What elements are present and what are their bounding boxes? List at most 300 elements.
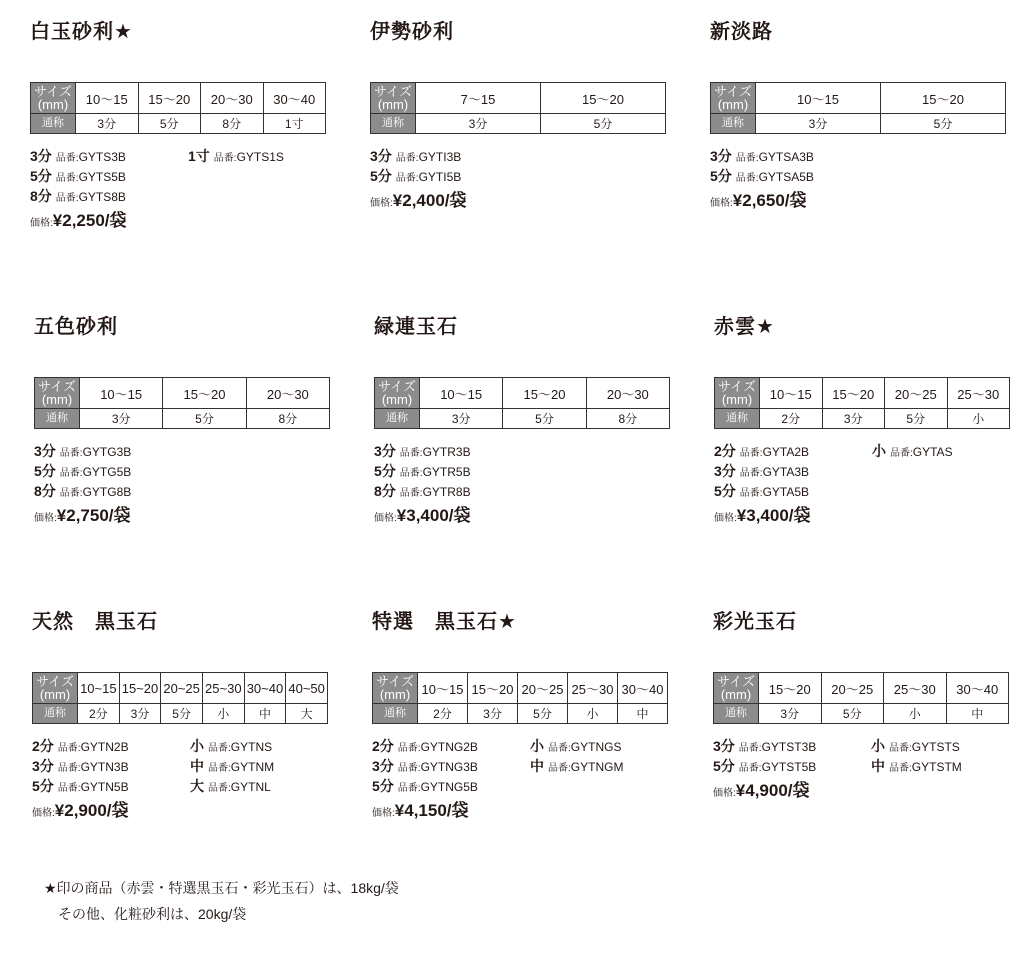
price bbox=[710, 188, 1028, 214]
size-cell: 15〜20 bbox=[138, 83, 201, 114]
size-cell: 20〜25 bbox=[885, 378, 948, 409]
product-title: 白玉砂利★ bbox=[30, 21, 133, 43]
item-code-entry bbox=[32, 776, 129, 799]
name-row bbox=[711, 114, 1006, 134]
name-header: 通称 bbox=[711, 114, 756, 134]
product-code: GYTAS bbox=[912, 445, 953, 459]
item-list bbox=[710, 146, 1028, 214]
product-code: GYTNGM bbox=[570, 760, 624, 774]
price-value: ¥4,900/袋 bbox=[735, 781, 810, 800]
code-label: 品番: bbox=[57, 743, 81, 754]
name-cell: 8分 bbox=[246, 409, 329, 429]
product-code: GYTI3B bbox=[418, 150, 462, 164]
price bbox=[714, 503, 1028, 529]
item-line bbox=[710, 166, 1028, 186]
grade: 3分 bbox=[714, 463, 736, 479]
name-row bbox=[715, 409, 1010, 429]
name-header: 通称 bbox=[35, 409, 80, 429]
size-table bbox=[34, 377, 330, 429]
grade: 中 bbox=[190, 758, 204, 774]
code-label: 品番: bbox=[59, 468, 83, 479]
grade: 大 bbox=[190, 778, 204, 794]
grade: 5分 bbox=[370, 168, 392, 184]
name-cell: 3分 bbox=[759, 704, 822, 724]
name-cell: 8分 bbox=[586, 409, 669, 429]
size-row bbox=[714, 673, 1009, 704]
note-line: その他、化粧砂利は、20kg/袋 bbox=[44, 906, 247, 922]
name-cell: 小 bbox=[568, 704, 618, 724]
size-cell: 15〜20 bbox=[541, 83, 666, 114]
price-label: 価格: bbox=[32, 808, 55, 819]
name-cell: 5分 bbox=[881, 114, 1006, 134]
code-label: 品番: bbox=[213, 153, 237, 164]
code-label: 品番: bbox=[59, 488, 83, 499]
item-code-entry bbox=[374, 481, 471, 504]
name-cell: 2分 bbox=[760, 409, 823, 429]
price-value: ¥4,150/袋 bbox=[394, 801, 469, 820]
name-header: 通称 bbox=[715, 409, 760, 429]
size-label: サイズ bbox=[38, 379, 76, 394]
price-label: 価格: bbox=[714, 513, 737, 524]
mm-label: (mm) bbox=[377, 97, 409, 112]
product-code: GYTNGS bbox=[570, 740, 622, 754]
item-line bbox=[32, 776, 362, 796]
item-code-entry bbox=[370, 166, 461, 189]
item-list bbox=[370, 146, 700, 214]
code-label: 品番: bbox=[57, 763, 81, 774]
name-header: 通称 bbox=[33, 704, 78, 724]
product-code: GYTST5B bbox=[761, 760, 817, 774]
product-code: GYTSTM bbox=[911, 760, 962, 774]
item-line bbox=[30, 186, 360, 206]
grade: 3分 bbox=[372, 758, 394, 774]
name-cell: 5分 bbox=[541, 114, 666, 134]
size-row bbox=[373, 673, 668, 704]
grade: 2分 bbox=[372, 738, 394, 754]
item-list bbox=[32, 736, 362, 824]
name-header: 通称 bbox=[371, 114, 416, 134]
grade: 8分 bbox=[34, 483, 56, 499]
name-cell: 5分 bbox=[503, 409, 586, 429]
item-code-entry bbox=[713, 756, 816, 779]
grade: 中 bbox=[530, 758, 544, 774]
code-label: 品番: bbox=[395, 173, 419, 184]
item-list bbox=[34, 441, 364, 529]
size-table bbox=[32, 672, 328, 724]
grade: 8分 bbox=[30, 188, 52, 204]
product-code: GYTG3B bbox=[82, 445, 132, 459]
name-cell: 5分 bbox=[161, 704, 203, 724]
product-title: 新淡路 bbox=[710, 21, 773, 43]
note-line: ★印の商品（赤雲・特選黒玉石・彩光玉石）は、18kg/袋 bbox=[44, 880, 399, 896]
product-section bbox=[370, 18, 680, 210]
grade: 5分 bbox=[372, 778, 394, 794]
product-title: 五色砂利 bbox=[34, 316, 118, 338]
price-label: 価格: bbox=[372, 808, 395, 819]
product-section bbox=[32, 608, 342, 820]
size-row bbox=[371, 83, 666, 114]
product-title: 天然 黒玉石 bbox=[32, 611, 158, 633]
size-cell: 10〜15 bbox=[760, 378, 823, 409]
item-code-entry bbox=[714, 481, 809, 504]
code-label: 品番: bbox=[399, 468, 423, 479]
code-label: 品番: bbox=[739, 488, 763, 499]
product-code: GYTNM bbox=[230, 760, 275, 774]
product-code: GYTA5B bbox=[762, 485, 810, 499]
size-header bbox=[35, 378, 80, 409]
code-label: 品番: bbox=[55, 153, 79, 164]
name-cell: 小 bbox=[947, 409, 1010, 429]
price bbox=[372, 798, 702, 824]
mm-label: (mm) bbox=[379, 687, 411, 702]
grade: 2分 bbox=[32, 738, 54, 754]
name-cell: 中 bbox=[618, 704, 668, 724]
size-cell: 30〜40 bbox=[946, 673, 1009, 704]
code-label: 品番: bbox=[399, 448, 423, 459]
code-label: 品番: bbox=[208, 743, 231, 754]
product-code: GYTR3B bbox=[422, 445, 471, 459]
size-cell: 15〜20 bbox=[822, 378, 885, 409]
size-header bbox=[373, 673, 418, 704]
size-cell: 10〜15 bbox=[80, 378, 163, 409]
size-cell: 20〜30 bbox=[246, 378, 329, 409]
grade: 小 bbox=[871, 738, 885, 754]
code-label: 品番: bbox=[739, 468, 763, 479]
size-cell: 20〜30 bbox=[201, 83, 264, 114]
item-line bbox=[32, 756, 362, 776]
size-header bbox=[375, 378, 420, 409]
product-section bbox=[372, 608, 682, 820]
name-row bbox=[35, 409, 330, 429]
item-line bbox=[374, 481, 704, 501]
grade: 5分 bbox=[32, 778, 54, 794]
price-label: 価格: bbox=[30, 218, 53, 229]
name-cell: 5分 bbox=[885, 409, 948, 429]
size-cell: 30~40 bbox=[244, 673, 286, 704]
mm-label: (mm) bbox=[37, 97, 69, 112]
size-label: サイズ bbox=[714, 84, 752, 99]
name-cell: 1寸 bbox=[263, 114, 326, 134]
size-cell: 10〜15 bbox=[76, 83, 139, 114]
grade: 1寸 bbox=[188, 148, 210, 164]
size-header bbox=[715, 378, 760, 409]
product-code: GYTS5B bbox=[78, 170, 126, 184]
grade: 5分 bbox=[713, 758, 735, 774]
size-label: サイズ bbox=[376, 674, 414, 689]
name-row bbox=[371, 114, 666, 134]
item-code-entry bbox=[710, 166, 814, 189]
size-row bbox=[715, 378, 1010, 409]
size-header bbox=[31, 83, 76, 114]
size-cell: 7〜15 bbox=[416, 83, 541, 114]
mm-label: (mm) bbox=[721, 392, 753, 407]
size-cell: 10〜15 bbox=[420, 378, 503, 409]
item-line bbox=[372, 776, 702, 796]
size-table bbox=[713, 672, 1009, 724]
name-cell: 中 bbox=[244, 704, 286, 724]
price-value: ¥2,400/袋 bbox=[392, 191, 467, 210]
product-code: GYTS1S bbox=[236, 150, 284, 164]
name-cell: 3分 bbox=[420, 409, 503, 429]
item-line bbox=[714, 481, 1028, 501]
size-cell: 25~30 bbox=[202, 673, 244, 704]
product-code: GYTG5B bbox=[82, 465, 132, 479]
item-list bbox=[374, 441, 704, 529]
item-line bbox=[374, 441, 704, 461]
product-code: GYTI5B bbox=[418, 170, 462, 184]
size-cell: 15〜20 bbox=[503, 378, 586, 409]
item-line bbox=[713, 756, 1028, 776]
product-section bbox=[34, 313, 344, 525]
grade: 5分 bbox=[714, 483, 736, 499]
size-cell: 10〜15 bbox=[418, 673, 468, 704]
price-value: ¥2,900/袋 bbox=[54, 801, 129, 820]
item-line bbox=[372, 736, 702, 756]
size-cell: 10~15 bbox=[78, 673, 120, 704]
grade: 3分 bbox=[30, 148, 52, 164]
name-header: 通称 bbox=[714, 704, 759, 724]
code-label: 品番: bbox=[399, 488, 423, 499]
size-header bbox=[711, 83, 756, 114]
code-label: 品番: bbox=[735, 173, 759, 184]
price bbox=[370, 188, 700, 214]
item-line bbox=[370, 146, 700, 166]
code-label: 品番: bbox=[208, 763, 231, 774]
name-header: 通称 bbox=[375, 409, 420, 429]
code-label: 品番: bbox=[395, 153, 419, 164]
size-table bbox=[710, 82, 1006, 134]
footnote bbox=[44, 875, 399, 927]
product-code: GYTNG3B bbox=[420, 760, 478, 774]
name-cell: 中 bbox=[946, 704, 1009, 724]
grade: 3分 bbox=[32, 758, 54, 774]
product-code: GYTS8B bbox=[78, 190, 126, 204]
mm-label: (mm) bbox=[381, 392, 413, 407]
item-list bbox=[714, 441, 1028, 529]
price-value: ¥2,750/袋 bbox=[56, 506, 131, 525]
grade: 2分 bbox=[714, 443, 736, 459]
product-code: GYTST3B bbox=[761, 740, 817, 754]
price bbox=[30, 208, 360, 234]
product-code: GYTNG5B bbox=[420, 780, 478, 794]
item-line bbox=[30, 166, 360, 186]
size-table bbox=[30, 82, 326, 134]
name-cell: 5分 bbox=[163, 409, 246, 429]
product-section bbox=[30, 18, 340, 230]
item-list bbox=[713, 736, 1028, 804]
name-row bbox=[375, 409, 670, 429]
product-title: 伊勢砂利 bbox=[370, 21, 454, 43]
code-label: 品番: bbox=[548, 743, 571, 754]
code-label: 品番: bbox=[57, 783, 81, 794]
name-cell: 5分 bbox=[518, 704, 568, 724]
grade: 5分 bbox=[710, 168, 732, 184]
size-label: サイズ bbox=[378, 379, 416, 394]
name-cell: 2分 bbox=[418, 704, 468, 724]
item-line bbox=[34, 461, 364, 481]
name-cell: 3分 bbox=[822, 409, 885, 429]
size-cell: 20〜25 bbox=[821, 673, 884, 704]
price-label: 価格: bbox=[710, 198, 733, 209]
size-header bbox=[714, 673, 759, 704]
product-code: GYTNL bbox=[230, 780, 271, 794]
price-value: ¥2,650/袋 bbox=[732, 191, 807, 210]
size-cell: 15〜20 bbox=[163, 378, 246, 409]
price-label: 価格: bbox=[34, 513, 57, 524]
product-title: 赤雲★ bbox=[714, 316, 775, 338]
product-code: GYTA2B bbox=[762, 445, 810, 459]
size-cell: 20〜30 bbox=[586, 378, 669, 409]
item-list bbox=[30, 146, 360, 234]
name-cell: 小 bbox=[202, 704, 244, 724]
price-label: 価格: bbox=[370, 198, 393, 209]
name-cell: 2分 bbox=[78, 704, 120, 724]
name-cell: 5分 bbox=[821, 704, 884, 724]
code-label: 品番: bbox=[208, 783, 231, 794]
product-title: 緑連玉石 bbox=[374, 316, 458, 338]
name-row bbox=[373, 704, 668, 724]
size-cell: 30〜40 bbox=[263, 83, 326, 114]
size-table bbox=[370, 82, 666, 134]
code-label: 品番: bbox=[548, 763, 571, 774]
price-value: ¥3,400/袋 bbox=[736, 506, 811, 525]
product-code: GYTNG2B bbox=[420, 740, 478, 754]
price bbox=[34, 503, 364, 529]
product-code: GYTSA3B bbox=[758, 150, 814, 164]
name-cell: 3分 bbox=[416, 114, 541, 134]
code-label: 品番: bbox=[738, 743, 762, 754]
product-code: GYTR8B bbox=[422, 485, 471, 499]
name-header: 通称 bbox=[373, 704, 418, 724]
code-label: 品番: bbox=[397, 783, 421, 794]
product-code: GYTG8B bbox=[82, 485, 132, 499]
size-cell: 40~50 bbox=[286, 673, 328, 704]
product-code: GYTN3B bbox=[80, 760, 129, 774]
grade: 3分 bbox=[370, 148, 392, 164]
grade: 中 bbox=[871, 758, 885, 774]
grade: 5分 bbox=[34, 463, 56, 479]
size-header bbox=[371, 83, 416, 114]
name-header: 通称 bbox=[31, 114, 76, 134]
mm-label: (mm) bbox=[39, 687, 71, 702]
name-cell: 3分 bbox=[468, 704, 518, 724]
size-row bbox=[31, 83, 326, 114]
size-label: サイズ bbox=[717, 674, 755, 689]
code-label: 品番: bbox=[55, 173, 79, 184]
size-row bbox=[375, 378, 670, 409]
name-cell: 5分 bbox=[138, 114, 201, 134]
size-cell: 15〜20 bbox=[759, 673, 822, 704]
name-cell: 8分 bbox=[201, 114, 264, 134]
item-line bbox=[370, 166, 700, 186]
item-line bbox=[374, 461, 704, 481]
product-section bbox=[710, 18, 1020, 210]
size-header bbox=[33, 673, 78, 704]
price bbox=[374, 503, 704, 529]
product-code: GYTSA5B bbox=[758, 170, 814, 184]
product-code: GYTN5B bbox=[80, 780, 129, 794]
grade: 5分 bbox=[30, 168, 52, 184]
name-cell: 大 bbox=[286, 704, 328, 724]
grade: 小 bbox=[872, 443, 886, 459]
product-section bbox=[713, 608, 1023, 800]
size-table bbox=[372, 672, 668, 724]
product-code: GYTSTS bbox=[911, 740, 960, 754]
item-code-entry bbox=[372, 776, 478, 799]
size-cell: 10〜15 bbox=[756, 83, 881, 114]
product-code: GYTS3B bbox=[78, 150, 126, 164]
product-code: GYTA3B bbox=[762, 465, 810, 479]
size-label: サイズ bbox=[36, 674, 74, 689]
product-section bbox=[374, 313, 684, 525]
size-row bbox=[711, 83, 1006, 114]
name-cell: 3分 bbox=[80, 409, 163, 429]
size-cell: 20〜25 bbox=[518, 673, 568, 704]
product-code: GYTNS bbox=[230, 740, 273, 754]
mm-label: (mm) bbox=[41, 392, 73, 407]
product-title: 特選 黒玉石★ bbox=[372, 611, 517, 633]
item-code-entry bbox=[190, 776, 271, 799]
item-line bbox=[32, 736, 362, 756]
item-code-entry bbox=[34, 481, 131, 504]
item-line bbox=[710, 146, 1028, 166]
product-title: 彩光玉石 bbox=[713, 611, 797, 633]
price bbox=[713, 778, 1028, 804]
item-line bbox=[714, 441, 1028, 461]
code-label: 品番: bbox=[889, 743, 912, 754]
size-table bbox=[374, 377, 670, 429]
item-code-entry bbox=[30, 186, 126, 209]
item-line bbox=[713, 736, 1028, 756]
code-label: 品番: bbox=[397, 763, 421, 774]
product-section bbox=[714, 313, 1024, 525]
name-cell: 小 bbox=[884, 704, 947, 724]
price-value: ¥2,250/袋 bbox=[52, 211, 127, 230]
item-line bbox=[372, 756, 702, 776]
grade: 小 bbox=[190, 738, 204, 754]
code-label: 品番: bbox=[890, 448, 913, 459]
code-label: 品番: bbox=[735, 153, 759, 164]
code-label: 品番: bbox=[739, 448, 763, 459]
item-line bbox=[30, 146, 360, 166]
name-row bbox=[31, 114, 326, 134]
name-cell: 3分 bbox=[119, 704, 161, 724]
grade: 3分 bbox=[34, 443, 56, 459]
item-line bbox=[714, 461, 1028, 481]
name-row bbox=[714, 704, 1009, 724]
grade: 3分 bbox=[710, 148, 732, 164]
price-label: 価格: bbox=[374, 513, 397, 524]
code-label: 品番: bbox=[55, 193, 79, 204]
size-label: サイズ bbox=[34, 84, 72, 99]
item-list bbox=[372, 736, 702, 824]
size-cell: 15〜20 bbox=[881, 83, 1006, 114]
code-label: 品番: bbox=[59, 448, 83, 459]
size-cell: 15〜20 bbox=[468, 673, 518, 704]
grade: 3分 bbox=[713, 738, 735, 754]
mm-label: (mm) bbox=[720, 687, 752, 702]
size-cell: 15~20 bbox=[119, 673, 161, 704]
size-cell: 20~25 bbox=[161, 673, 203, 704]
size-cell: 25〜30 bbox=[884, 673, 947, 704]
code-label: 品番: bbox=[738, 763, 762, 774]
grade: 8分 bbox=[374, 483, 396, 499]
price-label: 価格: bbox=[713, 788, 736, 799]
size-row bbox=[35, 378, 330, 409]
name-row bbox=[33, 704, 328, 724]
size-cell: 25〜30 bbox=[568, 673, 618, 704]
size-row bbox=[33, 673, 328, 704]
